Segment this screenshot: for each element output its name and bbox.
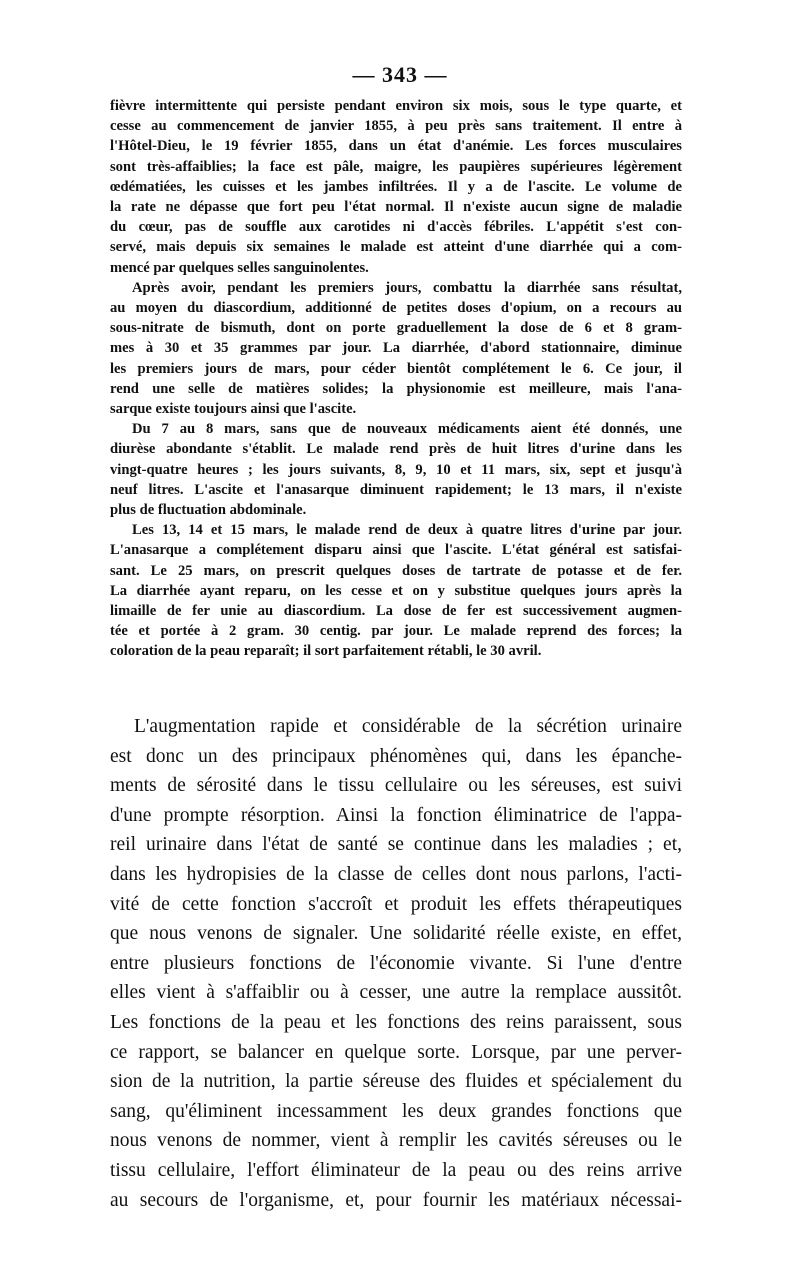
text-line: elles vient à s'affaiblir ou à cesser, une autre la remplace aussitôt. xyxy=(110,982,682,1004)
case-observation xyxy=(110,96,682,662)
text-line: diurèse abondante s'établit. Le malade rend près de huit litres d'urine dans les xyxy=(110,441,682,458)
text-line: mencé par quelques selles sanguinolentes. xyxy=(110,259,369,276)
text-line: sant. Le 25 mars, on prescrit quelques doses de tartrate de potasse et de fer. xyxy=(110,562,682,579)
text-line: limaille de fer unie au diascordium. La dose de fer est successivement augmen- xyxy=(110,603,682,620)
text-line: plus de fluctuation abdominale. xyxy=(110,502,307,519)
text-line: Les 13, 14 et 15 mars, le malade rend de deux à quatre litres d'urine par jour. xyxy=(132,522,682,539)
text-line: servé, mais depuis six semaines le malade est atteint d'une diarrhée qui a com- xyxy=(110,239,682,256)
text-line: tée et portée à 2 gram. 30 centig. par jour. Le malade reprend des forces; la xyxy=(110,623,682,640)
text-line: coloration de la peau reparaît; il sort parfaitement rétabli, le 30 avril. xyxy=(110,643,542,660)
text-line: mes à 30 et 35 grammes par jour. La diarrhée, d'abord stationnaire, diminue xyxy=(110,340,682,357)
text-line: sous-nitrate de bismuth, dont on porte graduellement la dose de 6 et 8 gram- xyxy=(110,320,682,337)
text-line: cesse au commencement de janvier 1855, à peu près sans traitement. Il entre à xyxy=(110,118,682,135)
text-line: sont très-affaiblies; la face est pâle, maigre, les paupières supérieures légèrement xyxy=(110,158,682,175)
text-line: Du 7 au 8 mars, sans que de nouveaux médicaments aient été donnés, une xyxy=(132,421,682,438)
text-line: sang, qu'éliminent incessamment les deux grandes fonctions que xyxy=(110,1100,682,1122)
text-line: les premiers jours de mars, pour céder bientôt complétement le 6. Ce jour, il xyxy=(110,360,682,377)
text-line: vingt-quatre heures ; les jours suivants, 8, 9, 10 et 11 mars, six, sept et jusqu'à xyxy=(110,461,682,478)
text-line: est donc un des principaux phénomènes qui, dans les épanche- xyxy=(110,745,682,767)
text-line: rend une selle de matières solides; la physionomie est meilleure, mais l'ana- xyxy=(110,380,682,397)
text-line: sion de la nutrition, la partie séreuse des fluides et spécialement du xyxy=(110,1071,682,1093)
text-line: du cœur, pas de souffle aux carotides ni d'accès fébriles. L'appétit s'est con- xyxy=(110,219,682,236)
text-line: que nous venons de signaler. Une solidarité réelle existe, en effet, xyxy=(110,923,682,945)
text-line: ce rapport, se balancer en quelque sorte. Lorsque, par une perver- xyxy=(110,1041,682,1063)
text-line: L'anasarque a complétement disparu ainsi que l'ascite. L'état général est satisfai- xyxy=(110,542,682,559)
text-line: au moyen du diascordium, additionné de petites doses d'opium, on a recours au xyxy=(110,300,682,317)
text-line: vité de cette fonction s'accroît et produit les effets thérapeutiques xyxy=(110,893,682,915)
page-number: — 343 — xyxy=(352,62,448,87)
main-paragraph xyxy=(110,712,682,1215)
text-line: tissu cellulaire, l'effort éliminateur de la peau ou des reins arrive xyxy=(110,1159,682,1181)
text-line: nous venons de nommer, vient à remplir les cavités séreuses ou le xyxy=(110,1130,682,1152)
text-line: La diarrhée ayant reparu, on les cesse et on y substitue quelques jours après la xyxy=(110,582,682,599)
text-line: Après avoir, pendant les premiers jours, combattu la diarrhée sans résultat, xyxy=(132,279,682,296)
text-line: dans les hydropisies de la classe de celles dont nous parlons, l'acti- xyxy=(110,863,682,885)
text-line: Les fonctions de la peau et les fonctions des reins paraissent, sous xyxy=(110,1011,682,1033)
text-line: entre plusieurs fonctions de l'économie vivante. Si l'une d'entre xyxy=(110,952,682,974)
text-line: L'augmentation rapide et considérable de la sécrétion urinaire xyxy=(134,716,682,737)
text-line: au secours de l'organisme, et, pour fournir les matériaux nécessai- xyxy=(110,1189,682,1211)
text-line: neuf litres. L'ascite et l'anasarque diminuent rapidement; le 13 mars, il n'existe xyxy=(110,481,682,498)
text-line: sarque existe toujours ainsi que l'ascite. xyxy=(110,401,357,418)
text-line: œdématiées, les cuisses et les jambes infiltrées. Il y a de l'ascite. Le volume de xyxy=(110,178,682,195)
text-line: la rate ne dépasse que fort peu l'état normal. Il n'existe aucun signe de maladie xyxy=(110,199,682,216)
text-line: reil urinaire dans l'état de santé se continue dans les maladies ; et, xyxy=(110,834,682,856)
text-line: fièvre intermittente qui persiste pendant environ six mois, sous le type quarte, et xyxy=(110,98,682,114)
text-line: l'Hôtel-Dieu, le 19 février 1855, dans un état d'anémie. Les forces musculaires xyxy=(110,138,682,155)
text-line: ments de sérosité dans le tissu cellulaire ou les séreuses, est suivi xyxy=(110,775,682,797)
text-line: d'une prompte résorption. Ainsi la fonction éliminatrice de l'appa- xyxy=(110,804,682,826)
